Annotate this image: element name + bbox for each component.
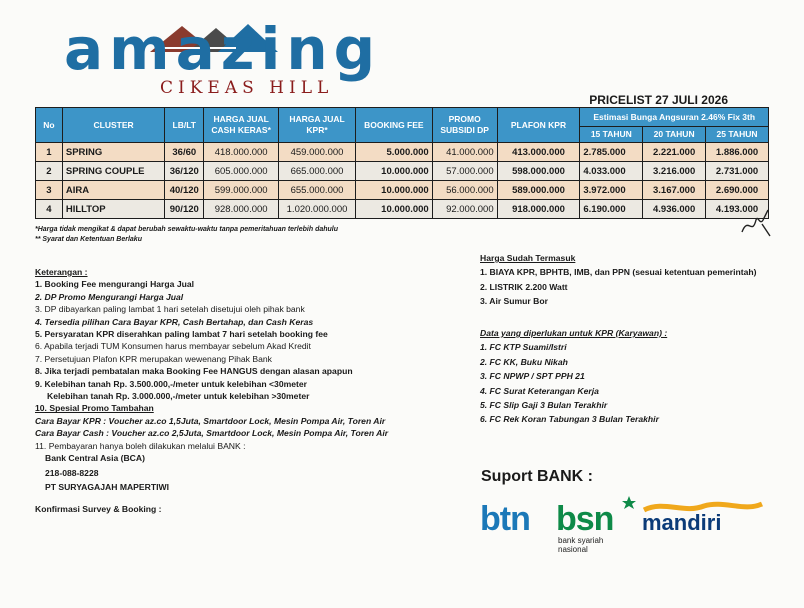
cell-harga-kpr: 665.000.000 bbox=[279, 162, 356, 181]
bsn-subtitle bbox=[558, 536, 603, 554]
cell-plafon-kpr: 413.000.000 bbox=[497, 143, 580, 162]
table-row bbox=[36, 200, 769, 219]
signature-mark bbox=[738, 206, 774, 240]
header-harga-kpr: HARGA JUAL KPR* bbox=[279, 108, 356, 143]
cell-cluster: HILLTOP bbox=[62, 200, 164, 219]
header-no: No bbox=[36, 108, 63, 143]
footnote-1: *Harga tidak mengikat & dapat berubah sewaktu-waktu tanpa pemeritahuan terlebih dahulu bbox=[35, 226, 339, 233]
bsn-subtitle-line: bank syariah bbox=[558, 536, 604, 545]
cell-booking-fee: 5.000.000 bbox=[355, 143, 432, 162]
btn-logo: btn bbox=[480, 500, 530, 538]
cell-lb-lt: 36/60 bbox=[165, 143, 204, 162]
cell-harga-kpr: 1.020.000.000 bbox=[279, 200, 356, 219]
cell-lb-lt: 36/120 bbox=[165, 162, 204, 181]
data-kpr-item: 6. FC Rek Koran Tabungan 3 Bulan Terakhir bbox=[480, 414, 659, 425]
keterangan-item: 7. Persetujuan Plafon KPR merupakan wewenang Pihak Bank bbox=[35, 353, 272, 364]
cell-plafon-kpr: 918.000.000 bbox=[497, 200, 580, 219]
logo-subtitle: CIKEAS HILL bbox=[160, 78, 334, 98]
cell-cluster: AIRA bbox=[62, 181, 164, 200]
cell-angsuran-15: 6.190.000 bbox=[580, 200, 643, 219]
cell-angsuran-15: 2.785.000 bbox=[580, 143, 643, 162]
cell-harga-cash: 605.000.000 bbox=[204, 162, 279, 181]
data-kpr-item: 5. FC Slip Gaji 3 Bulan Terakhir bbox=[480, 400, 608, 411]
keterangan-section bbox=[35, 266, 475, 516]
cell-no: 4 bbox=[36, 200, 63, 219]
cell-angsuran-25: 1.886.000 bbox=[706, 143, 769, 162]
keterangan-title: Keterangan : bbox=[35, 267, 88, 277]
cell-cluster: SPRING COUPLE bbox=[62, 162, 164, 181]
amazing-logo bbox=[64, 15, 424, 102]
cell-lb-lt: 90/120 bbox=[165, 200, 204, 219]
cell-angsuran-25: 4.193.000 bbox=[706, 200, 769, 219]
data-kpr-item: 2. FC KK, Buku Nikah bbox=[480, 356, 568, 367]
bsn-logo: bsn bbox=[556, 500, 614, 538]
data-kpr-item: 4. FC Surat Keterangan Kerja bbox=[480, 385, 599, 396]
keterangan-item: Cara Bayar KPR : Voucher az.co 1,5Juta, Smartdoor Lock, Mesin Pompa Air, Toren Air bbox=[35, 415, 386, 426]
keterangan-item: 8. Jika terjadi pembatalan maka Booking Fee HANGUS dengan alasan apapun bbox=[35, 366, 353, 377]
cell-angsuran-15: 4.033.000 bbox=[580, 162, 643, 181]
cell-harga-cash: 928.000.000 bbox=[204, 200, 279, 219]
bsn-subtitle-line: nasional bbox=[558, 545, 588, 554]
keterangan-item: 4. Tersedia pilihan Cara Bayar KPR, Cash Bertahap, dan Cash Keras bbox=[35, 316, 314, 327]
cell-harga-cash: 599.000.000 bbox=[204, 181, 279, 200]
keterangan-item: Kelebihan tanah Rp. 3.000.000,-/meter untuk kelebihan >30meter bbox=[47, 391, 310, 402]
cell-harga-cash: 418.000.000 bbox=[204, 143, 279, 162]
cell-promo-subsidi: 92.000.000 bbox=[432, 200, 497, 219]
cell-harga-kpr: 459.000.000 bbox=[279, 143, 356, 162]
table-row bbox=[36, 181, 769, 200]
header-cluster: CLUSTER bbox=[62, 108, 164, 143]
account-holder: PT SURYAGAJAH MAPERTIWI bbox=[45, 481, 169, 492]
harga-termasuk-section bbox=[480, 252, 780, 308]
cell-angsuran-20: 2.221.000 bbox=[643, 143, 706, 162]
cell-angsuran-25: 2.731.000 bbox=[706, 162, 769, 181]
header-harga-cash: HARGA JUAL CASH KERAS* bbox=[204, 108, 279, 143]
cell-angsuran-25: 2.690.000 bbox=[706, 181, 769, 200]
keterangan-item: 6. Apabila terjadi TUM Konsumen harus membayar sebelum Akad Kredit bbox=[35, 341, 311, 352]
table-row bbox=[36, 162, 769, 181]
bank-name: Bank Central Asia (BCA) bbox=[45, 453, 145, 464]
cell-booking-fee: 10.000.000 bbox=[355, 181, 432, 200]
header-estimasi: Estimasi Bunga Angsuran 2.46% Fix 3th bbox=[580, 108, 769, 127]
header-tenor-15: 15 TAHUN bbox=[580, 127, 643, 143]
data-kpr-item: 3. FC NPWP / SPT PPH 21 bbox=[480, 371, 585, 382]
keterangan-item: 9. Kelebihan tanah Rp. 3.500.000,-/meter untuk kelebihan <30meter bbox=[35, 378, 307, 389]
logo-word: amazing bbox=[64, 15, 382, 83]
mandiri-logo: mandiri bbox=[642, 510, 722, 535]
pricelist-title: PRICELIST 27 JULI 2026 bbox=[589, 93, 728, 107]
header-tenor-20: 20 TAHUN bbox=[643, 127, 706, 143]
header-booking-fee: BOOKING FEE bbox=[355, 108, 432, 143]
cell-angsuran-20: 3.167.000 bbox=[643, 181, 706, 200]
price-table bbox=[35, 107, 769, 219]
cell-booking-fee: 10.000.000 bbox=[355, 200, 432, 219]
data-kpr-section bbox=[480, 327, 780, 426]
cell-promo-subsidi: 56.000.000 bbox=[432, 181, 497, 200]
footnote-2: ** Syarat dan Ketentuan Berlaku bbox=[35, 236, 142, 243]
cell-no: 3 bbox=[36, 181, 63, 200]
keterangan-item: 11. Pembayaran hanya boleh dilakukan melalui BANK : bbox=[35, 440, 246, 451]
cell-promo-subsidi: 57.000.000 bbox=[432, 162, 497, 181]
cell-angsuran-20: 4.936.000 bbox=[643, 200, 706, 219]
cell-plafon-kpr: 589.000.000 bbox=[497, 181, 580, 200]
suport-bank-title: Suport BANK : bbox=[481, 468, 593, 485]
keterangan-item: 3. DP dibayarkan paling lambat 1 hari setelah disetujui oleh pihak bank bbox=[35, 304, 305, 315]
data-kpr-item: 1. FC KTP Suami/Istri bbox=[480, 342, 567, 353]
keterangan-item: 5. Persyaratan KPR diserahkan paling lambat 7 hari setelah booking fee bbox=[35, 329, 328, 340]
harga-termasuk-item: 3. Air Sumur Bor bbox=[480, 296, 548, 307]
cell-lb-lt: 40/120 bbox=[165, 181, 204, 200]
cell-plafon-kpr: 598.000.000 bbox=[497, 162, 580, 181]
cell-cluster: SPRING bbox=[62, 143, 164, 162]
bsn-star-icon bbox=[622, 496, 636, 510]
cell-harga-kpr: 655.000.000 bbox=[279, 181, 356, 200]
cell-no: 2 bbox=[36, 162, 63, 181]
cell-angsuran-15: 3.972.000 bbox=[580, 181, 643, 200]
header-lb-lt: LB/LT bbox=[165, 108, 204, 143]
cell-no: 1 bbox=[36, 143, 63, 162]
header-plafon-kpr: PLAFON KPR bbox=[497, 108, 580, 143]
cell-promo-subsidi: 41.000.000 bbox=[432, 143, 497, 162]
keterangan-item: 10. Spesial Promo Tambahan bbox=[35, 403, 154, 414]
konfirmasi-label: Konfirmasi Survey & Booking : bbox=[35, 504, 162, 515]
cell-booking-fee: 10.000.000 bbox=[355, 162, 432, 181]
bank-logos bbox=[480, 500, 780, 560]
header-promo-subsidi: PROMO SUBSIDI DP bbox=[432, 108, 497, 143]
keterangan-item: Cara Bayar Cash : Voucher az.co 2,5Juta, Smartdoor Lock, Mesin Pompa Air, Toren Air bbox=[35, 428, 389, 439]
data-kpr-title: Data yang diperlukan untuk KPR (Karyawan) : bbox=[480, 328, 668, 338]
harga-termasuk-item: 2. LISTRIK 2.200 Watt bbox=[480, 281, 568, 292]
harga-termasuk-title: Harga Sudah Termasuk bbox=[480, 253, 576, 263]
cell-angsuran-20: 3.216.000 bbox=[643, 162, 706, 181]
harga-termasuk-item: 1. BIAYA KPR, BPHTB, IMB, dan PPN (sesuai ketentuan pemerintah) bbox=[480, 267, 757, 278]
keterangan-item: 2. DP Promo Mengurangi Harga Jual bbox=[35, 291, 184, 302]
table-row bbox=[36, 143, 769, 162]
account-number: 218-088-8228 bbox=[45, 467, 99, 478]
keterangan-item: 1. Booking Fee mengurangi Harga Jual bbox=[35, 279, 195, 290]
header-tenor-25: 25 TAHUN bbox=[706, 127, 769, 143]
